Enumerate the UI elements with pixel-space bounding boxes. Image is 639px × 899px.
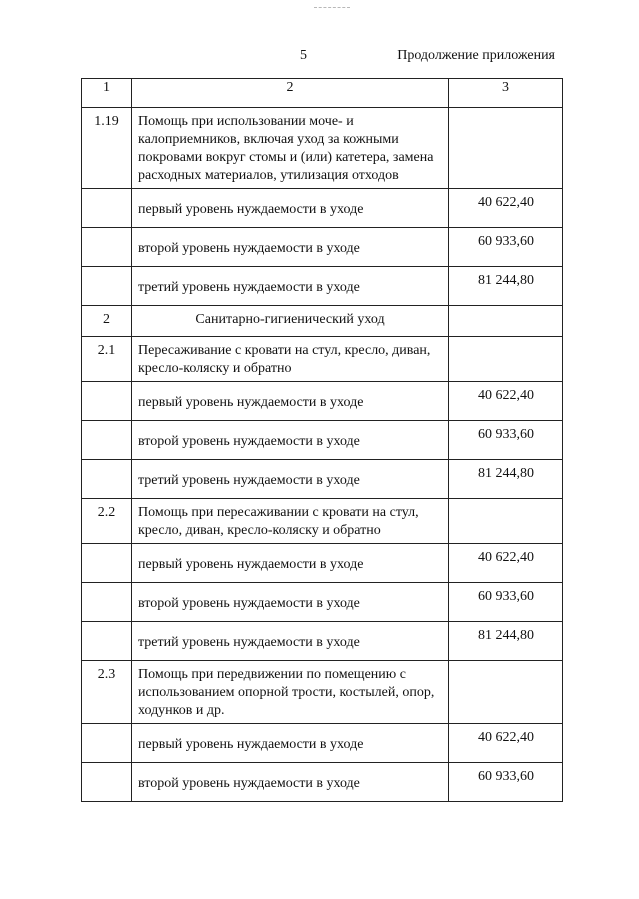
- table-row-level: [82, 228, 563, 267]
- column-header-3: 3: [449, 79, 563, 108]
- service-description: Помощь при использовании моче- и калоприемников, включая уход за кожными покровами вокруг стомы и (или) катетера, замена расходных материалов, утилизация отходов: [132, 108, 449, 189]
- row-number: [82, 382, 132, 421]
- column-header-1: 1: [82, 79, 132, 108]
- care-level-label: второй уровень нуждаемости в уходе: [132, 763, 449, 802]
- price-value: [449, 661, 563, 724]
- row-number: [82, 583, 132, 622]
- row-number: 2.3: [82, 661, 132, 724]
- row-number: [82, 421, 132, 460]
- table-row-level: [82, 622, 563, 661]
- price-value: 60 933,60: [449, 421, 563, 460]
- care-level-label: первый уровень нуждаемости в уходе: [132, 544, 449, 583]
- table-row-item: [82, 499, 563, 544]
- running-head: Продолжение приложения: [397, 48, 555, 63]
- price-value: 81 244,80: [449, 267, 563, 306]
- table-row-level: [82, 189, 563, 228]
- page-number: 5: [300, 48, 307, 63]
- service-description: Помощь при пересаживании с кровати на стул, кресло, диван, кресло-коляску и обратно: [132, 499, 449, 544]
- table-row-section: [82, 306, 563, 337]
- price-value: 60 933,60: [449, 583, 563, 622]
- care-level-label: первый уровень нуждаемости в уходе: [132, 382, 449, 421]
- row-number: [82, 763, 132, 802]
- table-row-level: [82, 583, 563, 622]
- care-level-label: второй уровень нуждаемости в уходе: [132, 421, 449, 460]
- care-level-label: первый уровень нуждаемости в уходе: [132, 724, 449, 763]
- price-value: 81 244,80: [449, 622, 563, 661]
- care-level-label: третий уровень нуждаемости в уходе: [132, 460, 449, 499]
- price-value: 60 933,60: [449, 763, 563, 802]
- table-row-level: [82, 724, 563, 763]
- price-value: [449, 306, 563, 337]
- row-number: 2: [82, 306, 132, 337]
- price-value: 40 622,40: [449, 189, 563, 228]
- row-number: [82, 189, 132, 228]
- service-description: Пересаживание с кровати на стул, кресло, диван, кресло-коляску и обратно: [132, 337, 449, 382]
- row-number: [82, 544, 132, 583]
- table-row-level: [82, 382, 563, 421]
- table-header-row: [82, 79, 563, 108]
- table-row-level: [82, 267, 563, 306]
- price-value: 40 622,40: [449, 382, 563, 421]
- table-row-item: [82, 108, 563, 189]
- care-level-label: второй уровень нуждаемости в уходе: [132, 583, 449, 622]
- price-value: 40 622,40: [449, 724, 563, 763]
- row-number: [82, 724, 132, 763]
- price-value: 60 933,60: [449, 228, 563, 267]
- column-header-2: 2: [132, 79, 449, 108]
- row-number: [82, 267, 132, 306]
- care-level-label: третий уровень нуждаемости в уходе: [132, 622, 449, 661]
- scan-artifact: [314, 7, 350, 8]
- table-row-level: [82, 460, 563, 499]
- price-value: [449, 499, 563, 544]
- table-row-item: [82, 337, 563, 382]
- table-row-item: [82, 661, 563, 724]
- care-level-label: третий уровень нуждаемости в уходе: [132, 267, 449, 306]
- price-value: [449, 337, 563, 382]
- row-number: [82, 228, 132, 267]
- price-value: [449, 108, 563, 189]
- row-number: 1.19: [82, 108, 132, 189]
- table-row-level: [82, 421, 563, 460]
- care-level-label: второй уровень нуждаемости в уходе: [132, 228, 449, 267]
- price-value: 81 244,80: [449, 460, 563, 499]
- service-description: Помощь при передвижении по помещению с использованием опорной трости, костылей, опор, ходунков и др.: [132, 661, 449, 724]
- row-number: 2.1: [82, 337, 132, 382]
- row-number: [82, 622, 132, 661]
- price-value: 40 622,40: [449, 544, 563, 583]
- table-row-level: [82, 544, 563, 583]
- section-title: Санитарно-гигиенический уход: [132, 306, 449, 337]
- row-number: 2.2: [82, 499, 132, 544]
- care-level-label: первый уровень нуждаемости в уходе: [132, 189, 449, 228]
- row-number: [82, 460, 132, 499]
- tariff-table: [81, 78, 563, 802]
- table-row-level: [82, 763, 563, 802]
